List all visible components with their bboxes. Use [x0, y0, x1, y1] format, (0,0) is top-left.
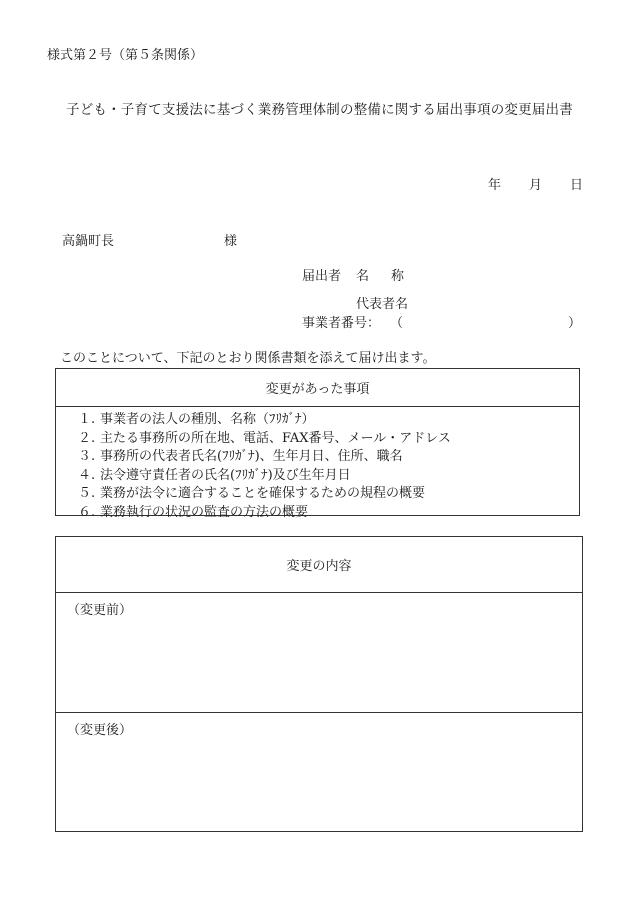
business-number-label: 事業者番号： [302, 316, 381, 331]
changed-item-number: ５. [78, 486, 96, 501]
representative-name-label: 代表者名 [356, 297, 409, 312]
changed-items-table [55, 368, 580, 520]
changed-item-text: 法令遵守責任者の氏名(ﾌﾘｶﾞﾅ)及び生年月日 [100, 467, 351, 483]
after-change-section [56, 713, 582, 831]
date-year-label: 年 [488, 178, 502, 193]
changed-item-number: ３. [78, 449, 96, 464]
business-number-open-paren: （ [390, 316, 404, 331]
business-number-close-paren: ） [568, 316, 582, 331]
submitter-name-label: 名称 [356, 269, 427, 284]
changed-item-number: ６. [78, 504, 96, 520]
date-day-label: 日 [570, 178, 584, 193]
changed-item [78, 448, 451, 467]
addressee-honorific: 様 [224, 234, 238, 249]
changed-item-text: 業務執行の状況の監査の方法の概要 [100, 504, 309, 520]
changed-item-text: 主たる事務所の所在地、電話、FAX番号、メール・アドレス [100, 430, 451, 446]
changed-item-number: １. [78, 412, 96, 427]
changed-item [78, 485, 451, 504]
changed-items-header: 変更があった事項 [56, 369, 579, 407]
changed-item-number: ４. [78, 467, 96, 483]
changed-item [78, 411, 451, 430]
change-content-header: 変更の内容 [56, 537, 582, 593]
submitter-label: 届出者 [302, 269, 342, 284]
intro-text: このことについて、下記のとおり関係書類を添えて届け出ます。 [60, 351, 436, 366]
document-title: 子ども・子育て支援法に基づく業務管理体制の整備に関する届出事項の変更届出書 [66, 102, 573, 118]
changed-item [78, 504, 451, 523]
changed-item-text: 事業者の法人の種別、名称（ﾌﾘｶﾞﾅ） [100, 412, 315, 427]
changed-item [78, 467, 451, 486]
changed-item-text: 業務が法令に適合することを確保するための規程の概要 [100, 486, 426, 501]
changed-item-text: 事務所の代表者氏名(ﾌﾘｶﾞﾅ)、生年月日、住所、職名 [100, 449, 403, 464]
addressee-name: 高鍋町長 [62, 234, 115, 249]
date-line [488, 179, 583, 192]
changed-items-list [78, 411, 451, 522]
before-change-section [56, 593, 582, 713]
changed-item [78, 430, 451, 449]
before-change-label: （変更前） [67, 603, 133, 618]
after-change-label: （変更後） [67, 723, 133, 738]
change-content-table [55, 536, 583, 832]
form-number: 様式第２号（第５条関係） [47, 48, 204, 63]
changed-item-number: ２. [78, 430, 96, 446]
date-month-label: 月 [529, 178, 543, 193]
